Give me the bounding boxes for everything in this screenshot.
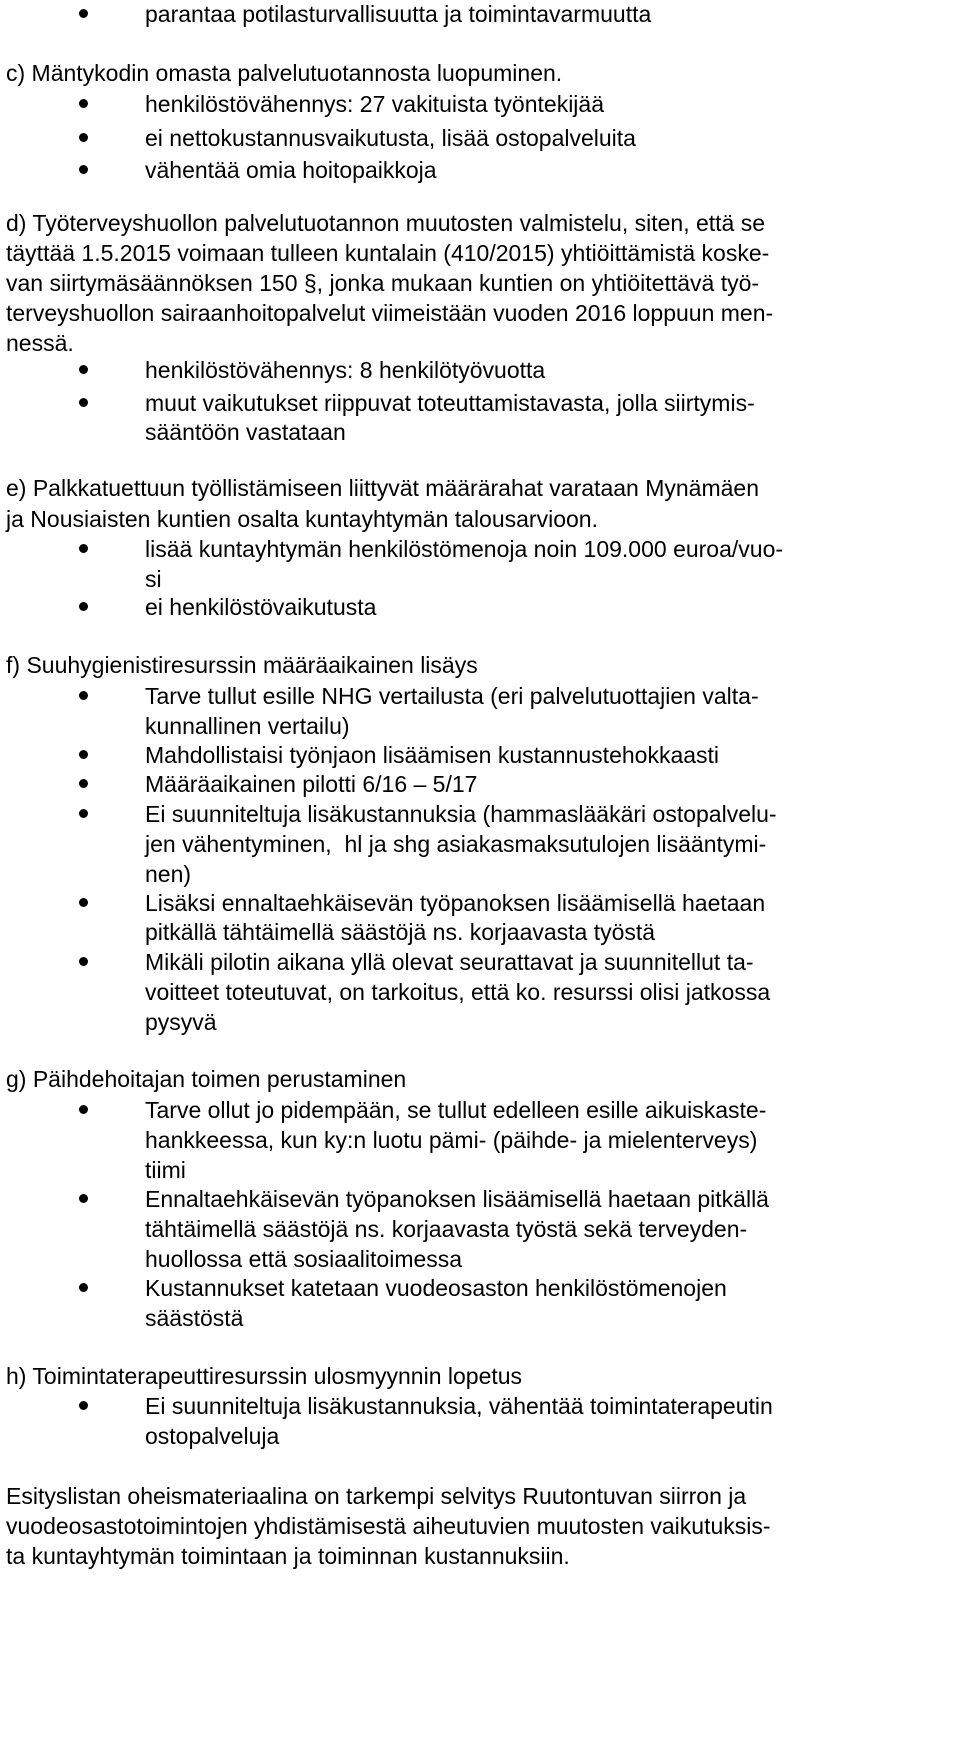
- paragraph-line: vuodeosastotoimintojen yhdistämisestä aiheutuvien muutosten vaikutuksis-: [6, 1513, 771, 1539]
- paragraph-line: terveyshuollon sairaanhoitopalvelut viimeistään vuoden 2016 loppuun men-: [6, 300, 774, 326]
- bullet-icon: [79, 544, 88, 553]
- paragraph-line: g) Päihdehoitajan toimen perustaminen: [6, 1066, 407, 1092]
- bullet-text: lisää kuntayhtymän henkilöstömenoja noin 109.000 euroa/vuo-: [145, 536, 784, 562]
- bullet-continuation-text: tähtäimellä säästöjä ns. korjaavasta työstä sekä terveyden-: [145, 1216, 748, 1242]
- bullet-icon: [79, 1401, 88, 1410]
- bullet-icon: [79, 365, 88, 374]
- paragraph-line: f) Suuhygienistiresurssin määräaikainen lisäys: [6, 652, 478, 678]
- bullet-item: [0, 741, 960, 769]
- bullet-continuation-text: jen vähentyminen, hl ja shg asiakasmaksutulojen lisääntymi-: [145, 831, 767, 857]
- paragraph-line: ta kuntayhtymän toimintaan ja toiminnan kustannuksiin.: [6, 1543, 570, 1569]
- bullet-continuation-text: sääntöön vastataan: [145, 419, 346, 445]
- bullet-item: [0, 1392, 960, 1420]
- bullet-item: [0, 1096, 960, 1124]
- bullet-icon: [79, 1105, 88, 1114]
- bullet-item: [0, 770, 960, 798]
- paragraph-line: van siirtymäsäännöksen 150 §, jonka mukaan kuntien on yhtiöitettävä työ-: [6, 270, 760, 296]
- bullet-item: [0, 682, 960, 710]
- bullet-icon: [79, 1194, 88, 1203]
- bullet-continuation-text: huollossa että sosiaalitoimessa: [145, 1246, 463, 1272]
- bullet-text: henkilöstövähennys: 8 henkilötyövuotta: [145, 357, 546, 383]
- bullet-item: [0, 1185, 960, 1213]
- bullet-icon: [79, 133, 88, 142]
- paragraph-line: d) Työterveyshuollon palvelutuotannon muutosten valmistelu, siten, että se: [6, 210, 766, 236]
- bullet-continuation-text: tiimi: [145, 1157, 186, 1183]
- bullet-item: [0, 356, 960, 384]
- bullet-continuation-text: nen): [145, 861, 192, 887]
- bullet-item: [0, 535, 960, 563]
- bullet-item: [0, 389, 960, 417]
- bullet-icon: [79, 691, 88, 700]
- paragraph-line: täyttää 1.5.2015 voimaan tulleen kuntalain (410/2015) yhtiöittämistä koske-: [6, 240, 770, 266]
- bullet-continuation-text: voitteet toteutuvat, on tarkoitus, että ko. resurssi olisi jatkossa: [145, 979, 771, 1005]
- bullet-text: Ei suunniteltuja lisäkustannuksia, vähentää toimintaterapeutin: [145, 1393, 773, 1419]
- bullet-text: Mikäli pilotin aikana yllä olevat seurattavat ja suunnitellut ta-: [145, 949, 754, 975]
- bullet-item: [0, 90, 960, 118]
- bullet-text: ei henkilöstövaikutusta: [145, 594, 377, 620]
- bullet-text: ei nettokustannusvaikutusta, lisää ostopalveluita: [145, 125, 636, 151]
- bullet-icon: [79, 809, 88, 818]
- bullet-continuation-text: si: [145, 566, 162, 592]
- bullet-text: Määräaikainen pilotti 6/16 – 5/17: [145, 771, 478, 797]
- paragraph-line: c) Mäntykodin omasta palvelutuotannosta luopuminen.: [6, 60, 563, 86]
- bullet-item: [0, 124, 960, 152]
- bullet-item: [0, 156, 960, 184]
- paragraph-line: Esityslistan oheismateriaalina on tarkempi selvitys Ruutontuvan siirron ja: [6, 1483, 747, 1509]
- bullet-icon: [79, 779, 88, 788]
- bullet-text: henkilöstövähennys: 27 vakituista työntekijää: [145, 91, 605, 117]
- bullet-continuation-text: säästöstä: [145, 1305, 244, 1331]
- paragraph-line: nessä.: [6, 330, 74, 356]
- bullet-item: [0, 593, 960, 621]
- paragraph-line: e) Palkkatuettuun työllistämiseen liittyvät määrärahat varataan Mynämäen: [6, 475, 759, 501]
- paragraph-line: ja Nousiaisten kuntien osalta kuntayhtymän talousarvioon.: [6, 506, 598, 532]
- bullet-icon: [79, 957, 88, 966]
- bullet-icon: [79, 9, 88, 18]
- bullet-continuation-text: ostopalveluja: [145, 1423, 280, 1449]
- bullet-continuation-text: hankkeessa, kun ky:n luotu pämi- (päihde- ja mielenterveys): [145, 1127, 758, 1153]
- bullet-text: Ei suunniteltuja lisäkustannuksia (hammaslääkäri ostopalvelu-: [145, 801, 777, 827]
- bullet-text: Ennaltaehkäisevän työpanoksen lisäämisellä haetaan pitkällä: [145, 1186, 769, 1212]
- bullet-text: Kustannukset katetaan vuodeosaston henkilöstömenojen: [145, 1275, 727, 1301]
- bullet-text: parantaa potilasturvallisuutta ja toimintavarmuutta: [145, 1, 652, 27]
- bullet-text: Mahdollistaisi työnjaon lisäämisen kustannustehokkaasti: [145, 742, 720, 768]
- bullet-item: [0, 889, 960, 917]
- bullet-text: vähentää omia hoitopaikkoja: [145, 157, 437, 183]
- bullet-icon: [79, 165, 88, 174]
- bullet-item: [0, 948, 960, 976]
- bullet-text: Tarve ollut jo pidempään, se tullut edelleen esille aikuiskaste-: [145, 1097, 767, 1123]
- bullet-item: [0, 0, 960, 28]
- bullet-icon: [79, 1283, 88, 1292]
- bullet-icon: [79, 750, 88, 759]
- bullet-continuation-text: pitkällä tähtäimellä säästöjä ns. korjaavasta työstä: [145, 919, 656, 945]
- bullet-icon: [79, 602, 88, 611]
- bullet-text: Tarve tullut esille NHG vertailusta (eri palvelutuottajien valta-: [145, 683, 759, 709]
- bullet-text: muut vaikutukset riippuvat toteuttamistavasta, jolla siirtymis-: [145, 390, 755, 416]
- bullet-item: [0, 800, 960, 828]
- bullet-icon: [79, 398, 88, 407]
- bullet-text: Lisäksi ennaltaehkäisevän työpanoksen lisäämisellä haetaan: [145, 890, 766, 916]
- paragraph-line: h) Toimintaterapeuttiresurssin ulosmyynnin lopetus: [6, 1363, 523, 1389]
- bullet-continuation-text: kunnallinen vertailu): [145, 713, 350, 739]
- bullet-icon: [79, 99, 88, 108]
- bullet-continuation-text: pysyvä: [145, 1009, 217, 1035]
- bullet-item: [0, 1274, 960, 1302]
- bullet-icon: [79, 898, 88, 907]
